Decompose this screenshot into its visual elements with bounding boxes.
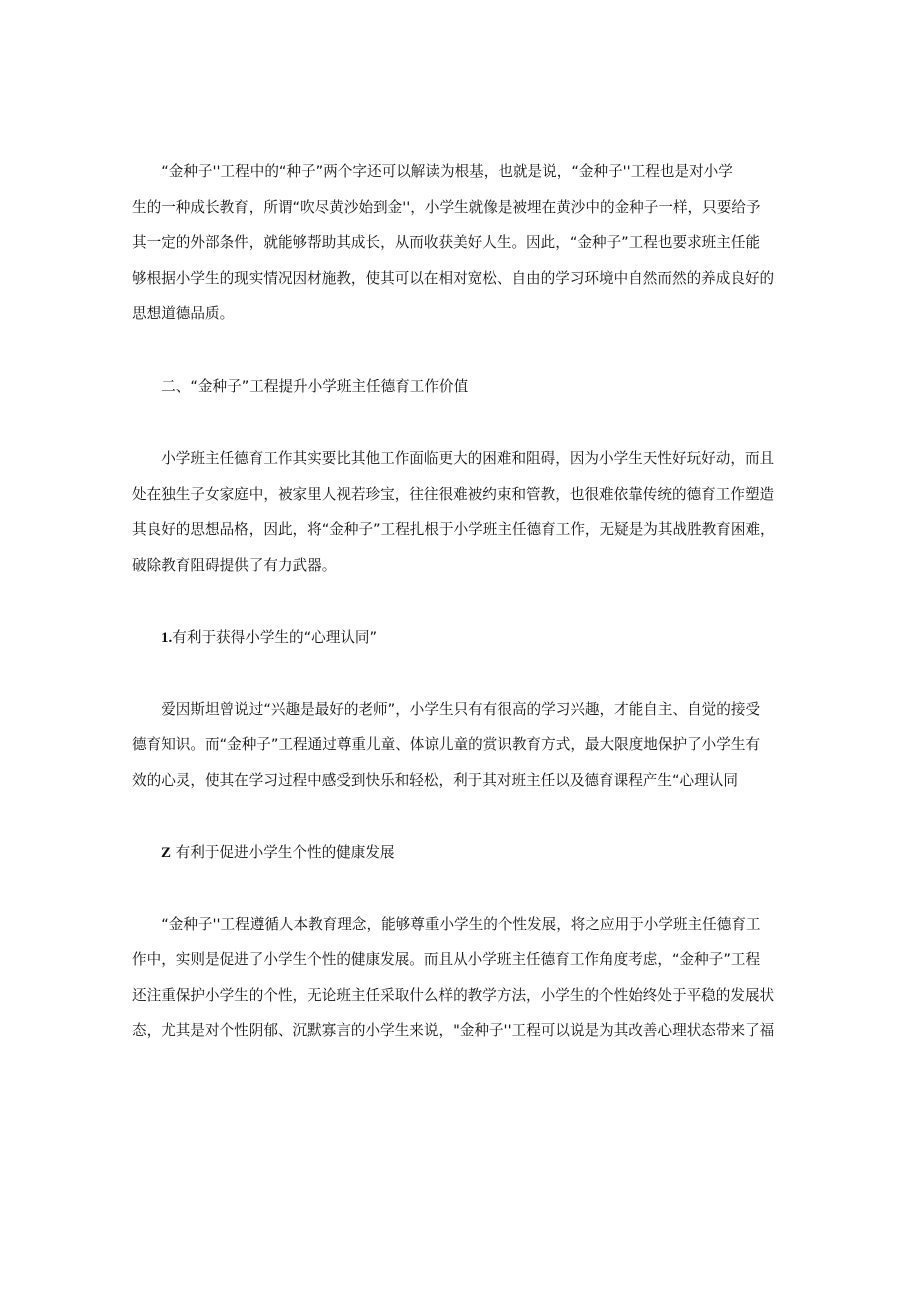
section-heading-2	[132, 369, 792, 405]
text-line: 生的一种成长教育，所谓“吹尽黄沙始到金''，小学生就像是被埋在黄沙中的金种子一样，只要给予	[132, 198, 761, 216]
paragraph-interest	[132, 692, 792, 799]
subheading-psych-identity	[132, 620, 792, 657]
paragraph-seed-meaning	[132, 154, 792, 332]
document-page	[132, 154, 792, 1049]
text-line: 其良好的思想品格，因此，将“金种子”工程扎根于小学班主任德育工作，无疑是为其战胜教育困难，	[132, 521, 775, 538]
paragraph-difficulties	[132, 441, 792, 583]
text-line: “金种子''工程遵循人本教育理念，能够尊重小学生的个性发展，将之应用于小学班主任德育工	[132, 915, 761, 933]
subheading-number: 1.	[161, 630, 173, 646]
paragraph-personality	[132, 907, 792, 1049]
subheading-number: Z	[161, 845, 172, 861]
text-line: 态，尤其是对个性阴郁、沉默寡言的小学生来说，"金种子''工程可以说是为其改善心理状态带来了福	[132, 1022, 775, 1039]
text-line: 作中，实则是促进了小学生个性的健康发展。而且从小学班主任德育工作角度考虑，“金种子”工程	[132, 951, 761, 968]
text-line: 小学班主任德育工作其实要比其他工作面临更大的困难和阻碍，因为小学生天性好玩好动，而且	[132, 450, 775, 467]
text-line: 破除教育阻碍提供了有力武器。	[132, 556, 337, 574]
subheading-text: 有利于促进小学生个性的健康发展	[171, 844, 395, 861]
subheading-text: 有利于获得小学生的“心理认同”	[172, 629, 378, 646]
text-line: 爱因斯坦曾说过“兴趣是最好的老师”，小学生只有有很高的学习兴趣，才能自主、自觉的接受	[132, 700, 761, 718]
text-line: 效的心灵，使其在学习过程中感受到快乐和轻松，利于其对班主任以及德育课程产生“心理认同	[132, 771, 738, 789]
text-line: “金种子''工程中的“种子”两个字还可以解读为根基，也就是说，“金种子''工程也是对小学	[132, 163, 733, 180]
subheading-personality	[132, 835, 792, 872]
text-line: 德育知识。而“金种子”工程通过尊重儿童、体谅儿童的赏识教育方式，最大限度地保护了小学生有	[132, 736, 761, 753]
text-line: 还注重保护小学生的个性，无论班主任采取什么样的教学方法，小学生的个性始终处于平稳的发展状	[132, 986, 775, 1004]
text-line: 思想道德品质。	[132, 305, 235, 322]
heading-text: 二、“金种子”工程提升小学班主任德育工作价值	[132, 377, 469, 395]
text-line: 其一定的外部条件，就能够帮助其成长，从而收获美好人生。因此，“金种子”工程也要求班主任能	[132, 234, 761, 251]
text-line: 处在独生子女家庭中，被家里人视若珍宝，往往很难被约束和管教，也很难依靠传统的德育工作塑造	[132, 485, 775, 503]
text-line: 够根据小学生的现实情况因材施教，使其可以在相对宽松、自由的学习环境中自然而然的养成良好的	[132, 269, 775, 287]
